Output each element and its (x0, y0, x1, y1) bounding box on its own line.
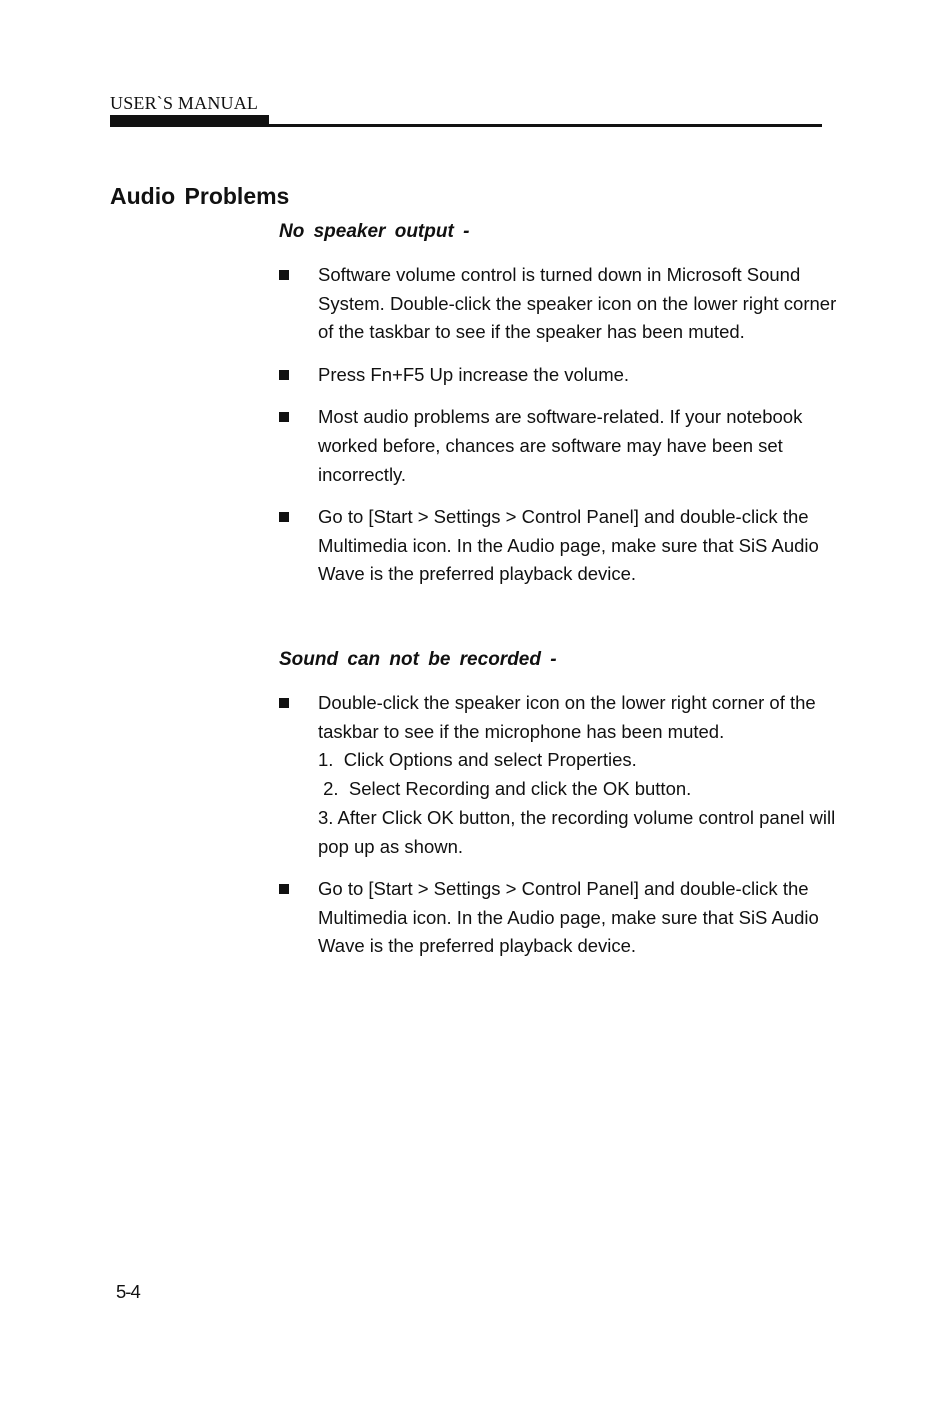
header-label: USER`S MANUAL (110, 93, 259, 113)
no-speaker-heading: No speaker output - (279, 221, 470, 242)
bullet-square-icon (279, 270, 289, 280)
list-item (279, 403, 839, 489)
section-title: Audio Problems (110, 183, 290, 209)
step-3: 3. After Click OK button, the recording volume control panel will pop up as shown. (318, 806, 836, 857)
header-rule (110, 115, 822, 127)
list-item-text: Press Fn+F5 Up increase the volume. (318, 363, 630, 385)
list-item-text: Software volume control is turned down in Microsoft Sound System. Double-click the speaker icon on the lower right corner of the taskbar to see if the speaker has been muted. (318, 264, 837, 343)
list-item (279, 361, 839, 390)
list-item-text: Most audio problems are software-related. If your notebook worked before, chances are software may have been set incorrectly. (318, 406, 803, 485)
list-item (279, 261, 839, 347)
page-header (110, 93, 822, 127)
page-number: 5-4 (116, 1281, 140, 1302)
no-record-heading: Sound can not be recorded - (279, 649, 557, 670)
list-item (279, 689, 839, 861)
bullet-square-icon (279, 512, 289, 522)
step-1: 1. Click Options and select Properties. (318, 749, 637, 771)
list-item (279, 503, 839, 589)
bullet-square-icon (279, 698, 289, 708)
bullet-square-icon (279, 412, 289, 422)
no-speaker-list (279, 261, 839, 603)
no-record-list (279, 689, 839, 975)
list-item-text: Go to [Start > Settings > Control Panel] and double-click the Multimedia icon. In the Audio page, make sure that SiS Audio Wave is the preferred playback device. (318, 877, 819, 957)
list-item-text: Go to [Start > Settings > Control Panel] and double-click the Multimedia icon. In the Audio page, make sure that SiS Audio Wave is the preferred playback device. (318, 505, 819, 585)
step-2: 2. Select Recording and click the OK button. (318, 778, 692, 800)
bullet-square-icon (279, 370, 289, 380)
bullet-square-icon (279, 884, 289, 894)
list-item (279, 875, 839, 961)
header-rule-tab (110, 115, 269, 127)
list-item-text: Double-click the speaker icon on the lower right corner of the taskbar to see if the microphone has been muted. (318, 692, 816, 742)
